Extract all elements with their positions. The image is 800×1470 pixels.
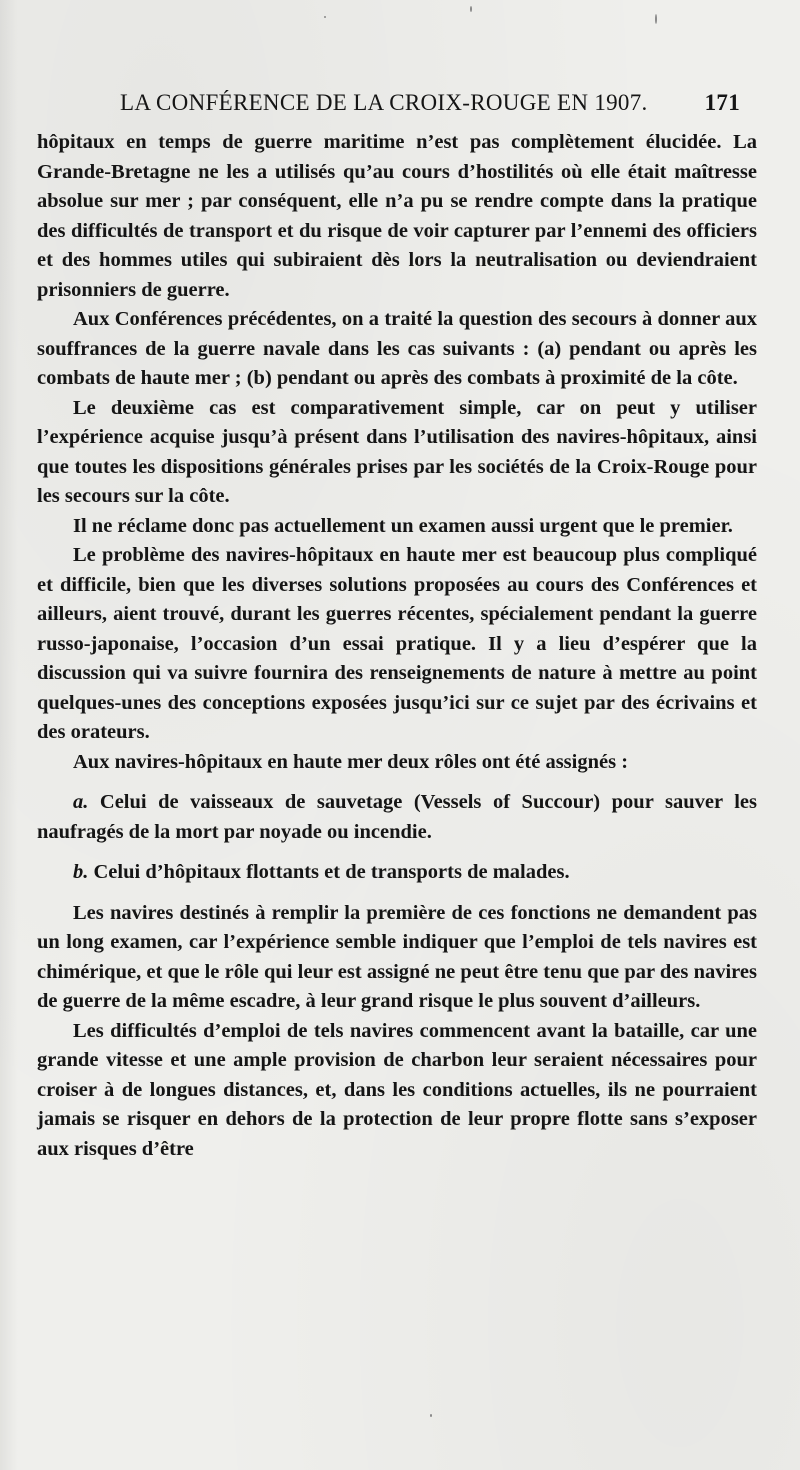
paragraph: Les navires destinés à remplir la première de ces fonctions ne demandent pas un long examen, car l’expérience semble indiquer que l’emploi de tels navires est chimérique, et que le rôle qui leur est assigné ne peut être tenu que par des navires de guerre de la même escadre, à leur grand risque le plus souvent d’ailleurs. (37, 901, 757, 1012)
item-text: Celui de vaisseaux de sauvetage (Vessels of Succour) pour sauver les naufragés de la mort par noyade ou incendie. (37, 791, 757, 843)
paragraph: Il ne réclame donc pas actuellement un examen aussi urgent que le premier. (73, 514, 733, 537)
page-number: 171 (704, 90, 740, 115)
paragraph: Aux Conférences précédentes, on a traité la question des secours à donner aux souffrances de la guerre navale dans les cas suivants : (a) pendant ou après les combats de haute mer ; (b) pendant ou après des combats à proximité de la côte. (37, 308, 757, 389)
running-header (120, 90, 740, 120)
scan-speck (324, 16, 326, 18)
paragraph: Aux navires-hôpitaux en haute mer deux rôles ont été assignés : (73, 750, 629, 773)
body-text (37, 128, 757, 1164)
paragraph: Les difficultés d’emploi de tels navires commencent avant la bataille, car une grande vitesse et une ample provision de charbon leur seraient nécessaires pour croiser à de longues distances, et, dans les conditions actuelles, ils ne pourraient jamais se risquer en dehors de la protection de leur propre flotte sans s’exposer aux risques d’être (37, 1019, 757, 1160)
paragraph: hôpitaux en temps de guerre maritime n’est pas complètement élucidée. La Grande-Bretagne ne les a utilisés qu’au cours d’hostilités où elle était maîtresse absolue sur mer ; par conséquent, elle n’a pu se rendre compte dans la pratique des difficultés de transport et du risque de voir capturer par l’ennemi des officiers et des hommes utiles qui subiraient dès lors la neutralisation ou deviendraient prisonniers de guerre. (37, 131, 757, 301)
item-text: Celui d’hôpitaux flottants et de transports de malades. (88, 861, 570, 883)
list-item-a (37, 788, 757, 847)
item-label: a. (73, 791, 89, 813)
scan-speck (470, 6, 472, 12)
item-label: b. (73, 861, 89, 883)
scan-speck (430, 1414, 432, 1417)
scan-speck (655, 14, 657, 24)
list-item-b (37, 858, 757, 888)
page-edge-shadow (0, 0, 18, 1470)
paragraph: Le deuxième cas est comparativement simple, car on peut y utiliser l’expérience acquise jusqu’à présent dans l’utilisation des navires-hôpitaux, ainsi que toutes les dispositions générales prises par les sociétés de la Croix-Rouge pour les secours sur la côte. (37, 396, 757, 507)
paragraph: Le problème des navires-hôpitaux en haute mer est beaucoup plus compliqué et difficile, bien que les diverses solutions proposées au cours des Conférences et ailleurs, aient trouvé, durant les guerres récentes, spécialement pendant la guerre russo-japonaise, l’occasion d’un essai pratique. Il y a lieu d’espérer que la discussion qui va suivre fournira des renseignements de nature à mettre au point quelques-unes des conceptions exposées jusqu’ici sur ce sujet par des écrivains et des orateurs. (37, 544, 757, 743)
running-title: LA CONFÉRENCE DE LA CROIX-ROUGE EN 1907. (120, 90, 648, 115)
